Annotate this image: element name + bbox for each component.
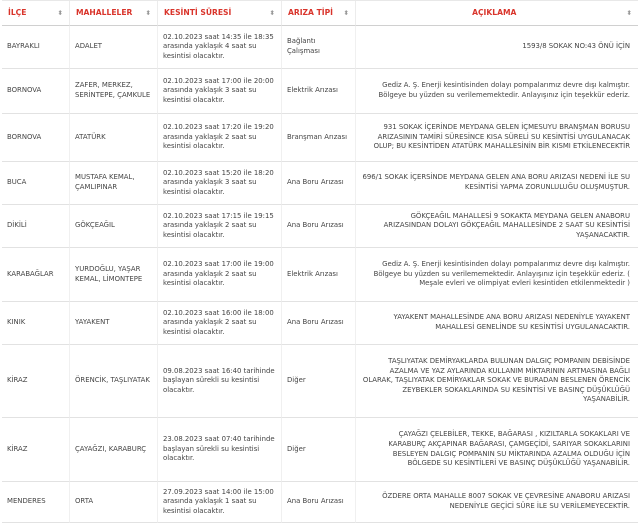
table-row <box>2 248 638 302</box>
cell-kesinti-suresi: 02.10.2023 saat 17:00 ile 19:00 arasında yaklaşık 2 saat su kesintisi olacaktır. <box>158 248 282 302</box>
table-row <box>2 69 638 114</box>
cell-ilce: BAYRAKLI <box>2 26 70 69</box>
table-row <box>2 302 638 345</box>
sort-icon[interactable]: ⬍ <box>145 9 151 17</box>
sort-icon[interactable]: ⬍ <box>626 9 632 17</box>
cell-mahalle: MUSTAFA KEMAL, ÇAMLIPINAR <box>70 162 158 205</box>
table-row <box>2 26 638 69</box>
cell-aciklama: Gediz A. Ş. Enerji kesintisinden dolayı pompalarımız devre dışı kalmıştır. Bölgeye bu yüzden su verilememektedir. Anlayışınız için teşekkür ederiz. <box>356 69 638 114</box>
cell-mahalle: ORTA <box>70 482 158 523</box>
cell-ariza-tipi: Ana Boru Arızası <box>282 482 356 523</box>
cell-ilce: KINIK <box>2 302 70 345</box>
cell-mahalle: ÖRENCİK, TAŞLIYATAK <box>70 345 158 418</box>
cell-ariza-tipi: Ana Boru Arızası <box>282 302 356 345</box>
cell-mahalle: YAYAKENT <box>70 302 158 345</box>
top-divider <box>2 0 638 1</box>
table-row <box>2 418 638 482</box>
sort-icon[interactable]: ⬍ <box>269 9 275 17</box>
water-outage-table <box>2 0 638 523</box>
cell-mahalle: YURDOĞLU, YAŞAR KEMAL, LİMONTEPE <box>70 248 158 302</box>
cell-mahalle: ZAFER, MERKEZ, SERİNTEPE, ÇAMKULE <box>70 69 158 114</box>
table-row <box>2 205 638 248</box>
cell-ilce: DİKİLİ <box>2 205 70 248</box>
cell-ariza-tipi: Branşman Arızası <box>282 114 356 162</box>
table-row <box>2 482 638 523</box>
cell-aciklama: 696/1 SOKAK İÇERSİNDE MEYDANA GELEN ANA BORU ARIZASI NEDENİ İLE SU KESİNTİSİ YAPMA ZORUNLULUĞU OLUŞMUŞTUR. <box>356 162 638 205</box>
cell-ilce: BORNOVA <box>2 114 70 162</box>
cell-aciklama: GÖKÇEAĞIL MAHALLESİ 9 SOKAKTA MEYDANA GELEN ANABORU ARIZASINDAN DOLAYI GÖKÇEAĞIL MAHALLESİNDE 2 SAAT SU KESİNTİSİ YAŞANACAKTIR. <box>356 205 638 248</box>
cell-ilce: KİRAZ <box>2 345 70 418</box>
cell-aciklama: ÖZDERE ORTA MAHALLE 8007 SOKAK VE ÇEVRESİNE ANABORU ARIZASI NEDENİYLE GEÇİCİ SÜRE İLE SU VERİLEMEYECEKTİR. <box>356 482 638 523</box>
sort-icon[interactable]: ⬍ <box>343 9 349 17</box>
cell-ariza-tipi: Elektrik Arızası <box>282 248 356 302</box>
cell-ilce: MENDERES <box>2 482 70 523</box>
cell-ilce: BUCA <box>2 162 70 205</box>
cell-ariza-tipi: Bağlantı Çalışması <box>282 26 356 69</box>
table-row <box>2 345 638 418</box>
cell-ariza-tipi: Ana Boru Arızası <box>282 205 356 248</box>
cell-ariza-tipi: Diğer <box>282 345 356 418</box>
cell-mahalle: ATATÜRK <box>70 114 158 162</box>
column-header-kesinti-suresi[interactable]: KESİNTİ SÜRESİ ⬍ <box>158 0 282 26</box>
cell-ariza-tipi: Ana Boru Arızası <box>282 162 356 205</box>
cell-kesinti-suresi: 02.10.2023 saat 14:35 ile 18:35 arasında yaklaşık 4 saat su kesintisi olacaktır. <box>158 26 282 69</box>
cell-mahalle: ÇAYAĞZI, KARABURÇ <box>70 418 158 482</box>
column-header-mahalleler[interactable]: MAHALLELER ⬍ <box>70 0 158 26</box>
cell-ariza-tipi: Elektrik Arızası <box>282 69 356 114</box>
cell-kesinti-suresi: 27.09.2023 saat 14:00 ile 15:00 arasında yaklaşık 1 saat su kesintisi olacaktır. <box>158 482 282 523</box>
cell-aciklama: ÇAYAĞZI ÇELEBİLER, TEKKE, BAĞARASI , KIZILTARLA SOKAKLARI VE KARABURÇ AKÇAPINAR BAĞARASI, ÇAMGEÇİDİ, SARIYAR SOKAKLARINI BESLEYEN DALGIÇ POMPANIN SU MİKTARINDA AZALMA OLDUĞU İÇİN BÖLGEDE SU KESİNTİLERİ VE BASINÇ DÜŞÜKLÜĞÜ YAŞANABİLİR. <box>356 418 638 482</box>
cell-aciklama: Gediz A. Ş. Enerji kesintisinden dolayı pompalarımız devre dışı kalmıştır. Bölgeye bu yüzden su verilememektedir. Anlayışınız için teşekkür ederiz. ( Meşale evleri ve olimpiyat evleri kesintiden etkilenmektedir ) <box>356 248 638 302</box>
cell-ilce: KİRAZ <box>2 418 70 482</box>
cell-ariza-tipi: Diğer <box>282 418 356 482</box>
cell-mahalle: GÖKÇEAĞIL <box>70 205 158 248</box>
cell-kesinti-suresi: 02.10.2023 saat 17:15 ile 19:15 arasında yaklaşık 2 saat su kesintisi olacaktır. <box>158 205 282 248</box>
table-row <box>2 114 638 162</box>
cell-aciklama: YAYAKENT MAHALLESİNDE ANA BORU ARIZASI NEDENİYLE YAYAKENT MAHALLESİ GENELİNDE SU KESİNTİSİ UYGULANACAKTIR. <box>356 302 638 345</box>
cell-aciklama: 931 SOKAK İÇERİNDE MEYDANA GELEN İÇMESUYU BRANŞMAN BORUSU ARIZASININ TAMİRİ SÜRESİNCE KISA SÜRELİ SU KESİNTİSİ UYGULANACAK OLUP; BU KESİNTİDEN ATATÜRK MAHALLESİNİN BİR KISMI ETKİLENECEKTİR <box>356 114 638 162</box>
header-row <box>2 0 638 26</box>
cell-ilce: KARABAĞLAR <box>2 248 70 302</box>
cell-kesinti-suresi: 02.10.2023 saat 15:20 ile 18:20 arasında yaklaşık 3 saat su kesintisi olacaktır. <box>158 162 282 205</box>
column-header-ariza-tipi[interactable]: ARIZA TİPİ ⬍ <box>282 0 356 26</box>
cell-kesinti-suresi: 02.10.2023 saat 17:20 ile 19:20 arasında yaklaşık 2 saat su kesintisi olacaktır. <box>158 114 282 162</box>
cell-ilce: BORNOVA <box>2 69 70 114</box>
cell-mahalle: ADALET <box>70 26 158 69</box>
column-header-ilce[interactable]: İLÇE ⬍ <box>2 0 70 26</box>
column-header-aciklama[interactable]: AÇIKLAMA ⬍ <box>356 0 638 26</box>
cell-kesinti-suresi: 23.08.2023 saat 07:40 tarihinde başlayan sürekli su kesintisi olacaktır. <box>158 418 282 482</box>
cell-aciklama: 1593/8 SOKAK NO:43 ÖNÜ İÇİN <box>356 26 638 69</box>
cell-aciklama: TAŞLIYATAK DEMİRYAKLARDA BULUNAN DALGIÇ POMPANIN DEBİSİNDE AZALMA VE YAZ AYLARINDA KULLANIM MİKTARININ ARTMASINA BAĞLI OLARAK, TAŞLIYATAK DEMİRYAKLAR SOKAK VE BURADAN BESLENEN ÖRENCİK ZEYBEKLER SOKAKLARINDA SU KESİNTİSİ VE BASINÇ DÜŞÜKLÜĞÜ YAŞANABİLİR. <box>356 345 638 418</box>
table-row <box>2 162 638 205</box>
cell-kesinti-suresi: 09.08.2023 saat 16:40 tarihinde başlayan sürekli su kesintisi olacaktır. <box>158 345 282 418</box>
sort-icon[interactable]: ⬍ <box>57 9 63 17</box>
cell-kesinti-suresi: 02.10.2023 saat 17:00 ile 20:00 arasında yaklaşık 3 saat su kesintisi olacaktır. <box>158 69 282 114</box>
cell-kesinti-suresi: 02.10.2023 saat 16:00 ile 18:00 arasında yaklaşık 2 saat su kesintisi olacaktır. <box>158 302 282 345</box>
